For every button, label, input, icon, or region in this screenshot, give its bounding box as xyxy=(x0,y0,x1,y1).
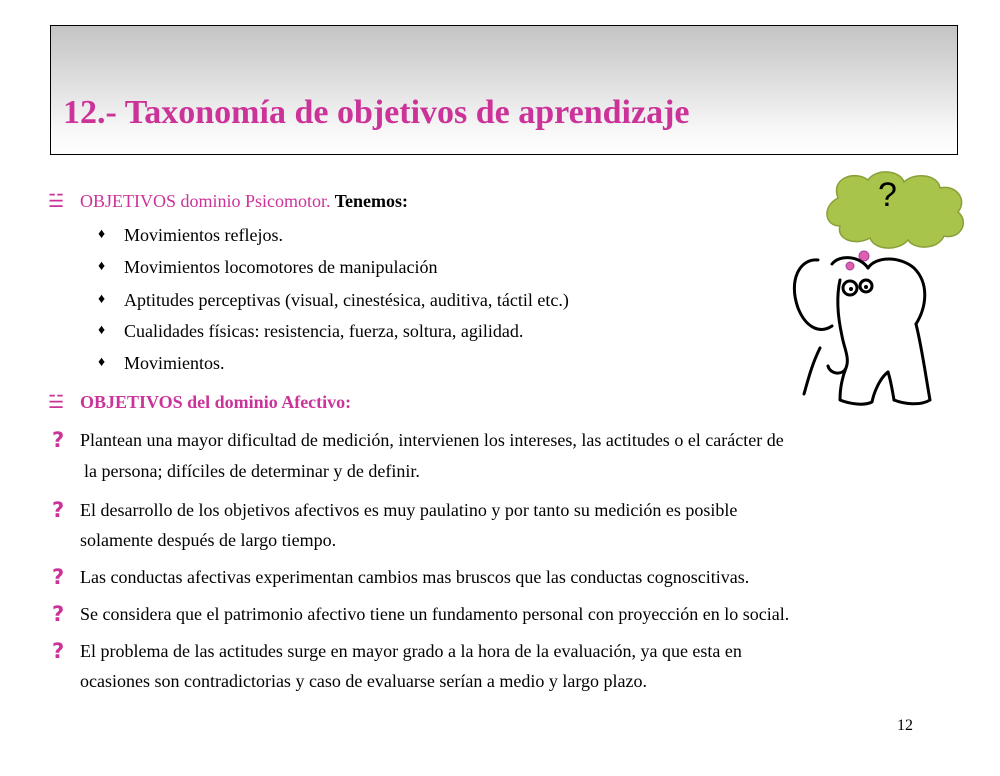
paragraph-line: Plantean una mayor dificultad de medición, intervienen los intereses, las actitudes o el carácter de xyxy=(80,430,784,450)
section-bullet-icon: ☱ xyxy=(48,191,65,211)
question-bullet-icon: ? xyxy=(52,639,65,663)
slide-title: 12.- Taxonomía de objetivos de aprendizaje xyxy=(63,94,690,131)
psicomotor-heading-suffix: Tenemos: xyxy=(330,191,409,211)
diamond-bullet-icon: ♦ xyxy=(98,292,106,307)
paragraph-line: Las conductas afectivas experimentan cambios mas bruscos que las conductas cognoscitivas. xyxy=(80,567,750,587)
list-item: Movimientos locomotores de manipulación xyxy=(124,257,438,277)
paragraph-line: la persona; difíciles de determinar y de definir. xyxy=(84,461,420,481)
question-bullet-icon: ? xyxy=(52,565,65,589)
title-box xyxy=(50,25,958,155)
list-item: Movimientos. xyxy=(124,353,225,373)
psicomotor-heading-label: OBJETIVOS dominio Psicomotor. xyxy=(80,191,331,211)
page-number: 12 xyxy=(897,717,913,734)
thought-question-mark: ? xyxy=(878,176,897,214)
question-bullet-icon: ? xyxy=(52,428,65,452)
diamond-bullet-icon: ♦ xyxy=(98,355,106,370)
diamond-bullet-icon: ♦ xyxy=(98,227,106,242)
list-item: Aptitudes perceptivas (visual, cinestésica, auditiva, táctil etc.) xyxy=(124,290,569,310)
section-bullet-icon: ☱ xyxy=(48,392,65,412)
paragraph-line: El desarrollo de los objetivos afectivos es muy paulatino y por tanto su medición es posible xyxy=(80,500,738,520)
paragraph-line: ocasiones son contradictorias y caso de evaluarse serían a medio y largo plazo. xyxy=(80,671,647,691)
question-bullet-icon: ? xyxy=(52,498,65,522)
afectivo-heading: OBJETIVOS del dominio Afectivo: xyxy=(80,392,352,412)
diamond-bullet-icon: ♦ xyxy=(98,323,106,338)
list-item: Movimientos reflejos. xyxy=(124,225,283,245)
paragraph-line: El problema de las actitudes surge en mayor grado a la hora de la evaluación, ya que esta en xyxy=(80,641,742,661)
question-bullet-icon: ? xyxy=(52,602,65,626)
paragraph-line: Se considera que el patrimonio afectivo tiene un fundamento personal con proyección en lo social. xyxy=(80,604,790,624)
paragraph-line: solamente después de largo tiempo. xyxy=(80,530,337,550)
list-item: Cualidades físicas: resistencia, fuerza, soltura, agilidad. xyxy=(124,321,524,341)
diamond-bullet-icon: ♦ xyxy=(98,259,106,274)
psicomotor-heading xyxy=(80,190,408,212)
